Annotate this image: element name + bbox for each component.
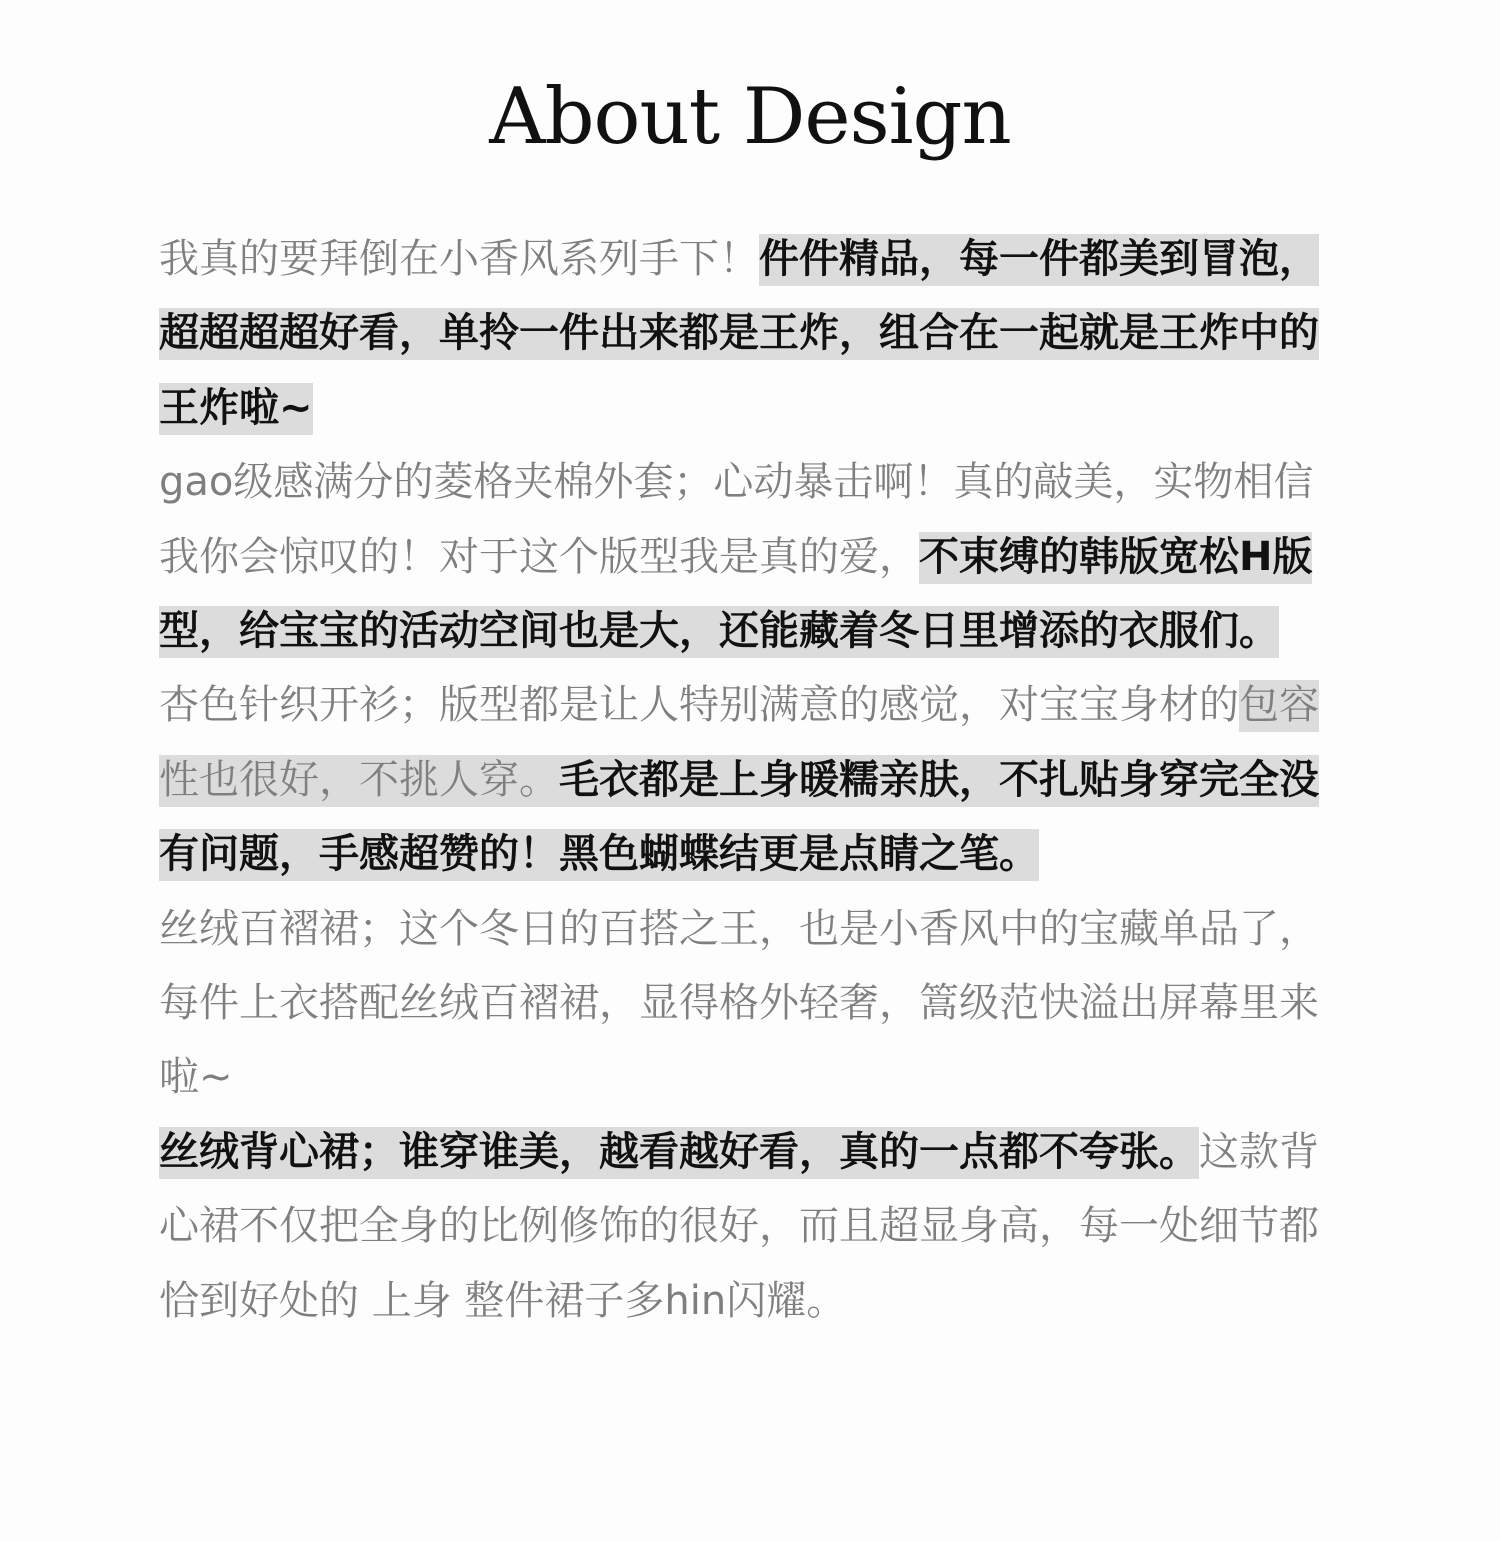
paragraph-text: 这款背心裙不仅把全身的比例修饰的很好，而且超显身高，每一处细节都恰到好处的 上身 整件裙子多hin闪耀。 (159, 1128, 1319, 1324)
highlighted-text: 件件精品，每一件都美到冒泡，超超超超好看，单拎一件出来都是王炸，组合在一起就是王炸中的王炸啦~ (159, 234, 1319, 435)
highlighted-text: 毛衣都是上身暖糯亲肤，不扎贴身穿完全没有问题，手感超赞的！黑色蝴蝶结更是点睛之笔。 (159, 755, 1319, 881)
highlighted-plain-text: 包容性也很好，不挑人穿。 (159, 680, 1319, 806)
highlighted-text: 丝绒背心裙；谁穿谁美，越看越好看，真的一点都不夸张。 (159, 1127, 1199, 1179)
page-title: About Design (489, 72, 1011, 162)
paragraph-intro (159, 222, 1335, 445)
paragraph-knit-cardigan (159, 668, 1335, 891)
paragraph-vest-dress (159, 1115, 1335, 1338)
highlighted-text: 不束缚的韩版宽松H版型，给宝宝的活动空间也是大，还能藏着冬日里增添的衣服们。 (159, 532, 1312, 658)
paragraph-quilted-jacket (159, 445, 1335, 668)
paragraph-pleated-skirt (159, 892, 1335, 1115)
paragraph-text: 杏色针织开衫；版型都是让人特别满意的感觉，对宝宝身材的 (159, 682, 1239, 729)
design-description (159, 222, 1335, 1338)
paragraph-text: gao级感满分的菱格夹棉外套；心动暴击啊！真的敲美，实物相信我你会惊叹的！对于这个版型我是真的爱， (159, 459, 1314, 580)
paragraph-text: 丝绒百褶裙；这个冬日的百搭之王，也是小香风中的宝藏单品了，每件上衣搭配丝绒百褶裙，显得格外轻奢，篙级范快溢出屏幕里来啦~ (159, 905, 1319, 1101)
paragraph-text: 我真的要拜倒在小香风系列手下！ (159, 236, 759, 282)
